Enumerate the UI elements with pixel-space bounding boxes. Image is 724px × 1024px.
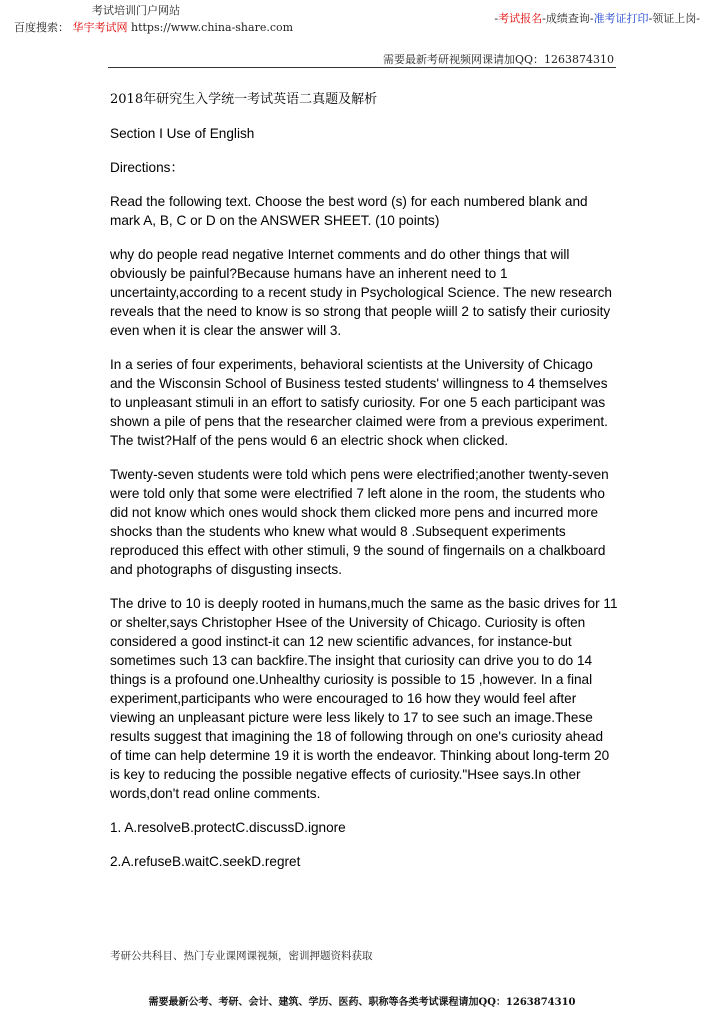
- search-label: 百度搜索：: [14, 21, 69, 34]
- header-divider: [108, 67, 616, 68]
- brand-link[interactable]: 华宇考试网: [72, 21, 128, 34]
- document-title: 2018年研究生入学统一考试英语二真题及解析: [110, 92, 378, 107]
- nav-certificate[interactable]: -领证上岗-: [648, 12, 700, 25]
- nav-admission-print[interactable]: 准考证打印: [593, 12, 649, 25]
- nav-score-query[interactable]: -成绩查询-: [542, 12, 594, 25]
- header-nav: [494, 10, 700, 26]
- directions-text: Read the following text. Choose the best word (s) for each numbered blank and mark A, B, C or D on the ANSWER SHEET. (10 points): [110, 194, 588, 228]
- directions-label: Directions：: [110, 160, 185, 175]
- passage-paragraph-3: Twenty-seven students were told which pens were electrified;another twenty-seven were told only that some were electrified 7 left alone in the room, the students who did not know which ones would shock them clicked more pens and incurred more shocks than the students who knew what would 8 .Subsequent experiments reproduced this effect with other stimuli, 9 the sound of fingernails on a chalkboard and photographs of disgusting insects.: [110, 467, 609, 577]
- header-note: 需要最新考研视频网课请加QQ：1263874310: [382, 53, 614, 66]
- site-url[interactable]: https://www.china-share.com: [131, 21, 294, 34]
- question-options-1: 1. A.resolveB.protectC.discussD.ignore: [110, 820, 346, 835]
- section-heading: Section I Use of English: [110, 126, 255, 141]
- document-body: [110, 90, 618, 886]
- nav-exam-signup[interactable]: 考试报名: [498, 12, 543, 25]
- footer-contact: 需要最新公考、考研、会计、建筑、学历、医药、职称等各类考试课程请加QQ：1263874310: [148, 997, 576, 1008]
- footer-note: 考研公共科目、热门专业课网课视频，密训押题资料获取: [110, 950, 373, 962]
- site-title: 考试培训门户网站: [92, 4, 180, 17]
- nav-prefix: -: [494, 12, 499, 25]
- header-left: [14, 2, 293, 36]
- question-options-2: 2.A.refuseB.waitC.seekD.regret: [110, 854, 301, 869]
- passage-paragraph-2: In a series of four experiments, behavioral scientists at the University of Chicago and the Wisconsin School of Business tested students' willingness to 4 themselves to unpleasant stimuli in an effort to satisfy curiosity. For one 5 each participant was shown a pile of pens that the researcher claimed were from a previous experiment. The twist?Half of the pens would 6 an electric shock when clicked.: [110, 357, 608, 448]
- passage-paragraph-1: why do people read negative Internet comments and do other things that will obviously be painful?Because humans have an inherent need to 1 uncertainty,according to a recent study in Psychological Science. The new research reveals that the need to know is so strong that people wiill 2 to satisfy their curiosity even when it is clear the answer will 3.: [110, 247, 612, 338]
- passage-paragraph-4: The drive to 10 is deeply rooted in humans,much the same as the basic drives for 11 or shelter,says Christopher Hsee of the University of Chicago. Curiosity is often considered a good instinct-it can 12 new scientific advances, for instance-but sometimes such 13 can backfire.The insight that curiosity can drive you to do 14 things is a profound one.Unhealthy curiosity is possible to 15 ,however. In a final experiment,participants who were encouraged to 16 how they would feel after viewing an unpleasant picture were less likely to 17 to see such an image.These results suggest that imagining the 18 of following through on one's curiosity ahead of time can help determine 19 it is worth the endeavor. Thinking about long-term 20 is key to reducing the possible negative effects of curiosity."Hsee says.In other words,don't read online comments.: [110, 596, 618, 801]
